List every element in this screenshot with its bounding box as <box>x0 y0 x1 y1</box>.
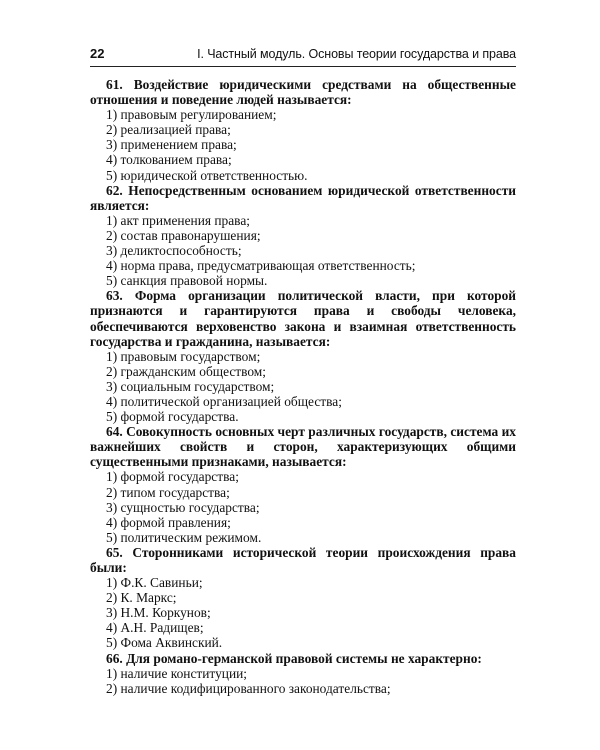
answer-option: 4) А.Н. Радищев; <box>106 620 204 636</box>
answer-options <box>90 107 516 182</box>
answer-option: 2) состав правонарушения; <box>106 227 261 243</box>
answer-option: 3) социальным государством; <box>106 378 275 394</box>
answer-option: 3) сущностью государства; <box>106 499 260 515</box>
question-65 <box>90 545 516 651</box>
answer-option: 1) акт применения права; <box>106 212 250 228</box>
answer-option: 2) реализацией права; <box>106 122 231 138</box>
answer-option: 1) правовым государством; <box>106 348 261 364</box>
answer-option: 3) применением права; <box>106 137 237 153</box>
answer-option: 1) наличие конституции; <box>106 665 248 681</box>
running-head <box>90 46 516 67</box>
answer-option: 2) К. Маркс; <box>106 590 177 606</box>
question-62 <box>90 183 516 289</box>
answer-option: 1) формой государства; <box>106 469 239 485</box>
answer-option: 5) Фома Аквинский. <box>106 635 223 651</box>
answer-option: 5) формой государства. <box>106 409 239 425</box>
answer-option: 2) типом государства; <box>106 484 230 500</box>
answer-options <box>90 349 516 424</box>
questions-list <box>90 77 516 696</box>
answer-option: 5) санкция правовой нормы. <box>106 273 268 289</box>
answer-option: 4) толкованием права; <box>106 152 232 168</box>
question-63 <box>90 288 516 424</box>
book-page <box>90 46 516 696</box>
answer-options <box>90 469 516 544</box>
question-61 <box>90 77 516 183</box>
answer-option: 3) Н.М. Коркунов; <box>106 605 211 621</box>
answer-option: 3) деликтоспособность; <box>106 243 242 259</box>
question-text: 63. Форма организации политической власти, при которой признаются и гарантируются права и свободы человека, обеспечиваются верховенство закона и взаимная ответственность государства и гражданина, называется: <box>90 288 516 349</box>
answer-option: 2) гражданским обществом; <box>106 363 267 379</box>
question-text: 66. Для романо-германской правовой системы не характерно: <box>106 650 482 666</box>
answer-option: 5) политическим режимом. <box>106 529 262 545</box>
answer-option: 4) норма права, предусматривающая ответственность; <box>106 258 416 274</box>
answer-options <box>90 666 516 696</box>
answer-option: 5) юридической ответственностью. <box>106 167 308 183</box>
answer-options <box>90 213 516 288</box>
question-text: 65. Сторонниками исторической теории происхождения права были: <box>90 544 516 575</box>
answer-option: 4) политической организацией общества; <box>106 393 342 409</box>
question-64 <box>90 424 516 545</box>
section-title: I. Частный модуль. Основы теории государства и права <box>197 47 516 61</box>
answer-option: 1) Ф.К. Савиньи; <box>106 575 203 591</box>
answer-option: 1) правовым регулированием; <box>106 107 277 123</box>
answer-option: 2) наличие кодифицированного законодательства; <box>106 680 391 696</box>
question-text: 62. Непосредственным основанием юридической ответственности является: <box>90 182 516 213</box>
question-66 <box>90 651 516 696</box>
question-text: 64. Совокупность основных черт различных государств, система их важнейших свойств и сторон, характеризующих общими существенными признаками, называется: <box>90 424 516 470</box>
answer-options <box>90 575 516 650</box>
question-text: 61. Воздействие юридическими средствами на общественные отношения и поведение людей называется: <box>90 77 516 108</box>
page-number: 22 <box>90 46 105 61</box>
answer-option: 4) формой правления; <box>106 514 231 530</box>
